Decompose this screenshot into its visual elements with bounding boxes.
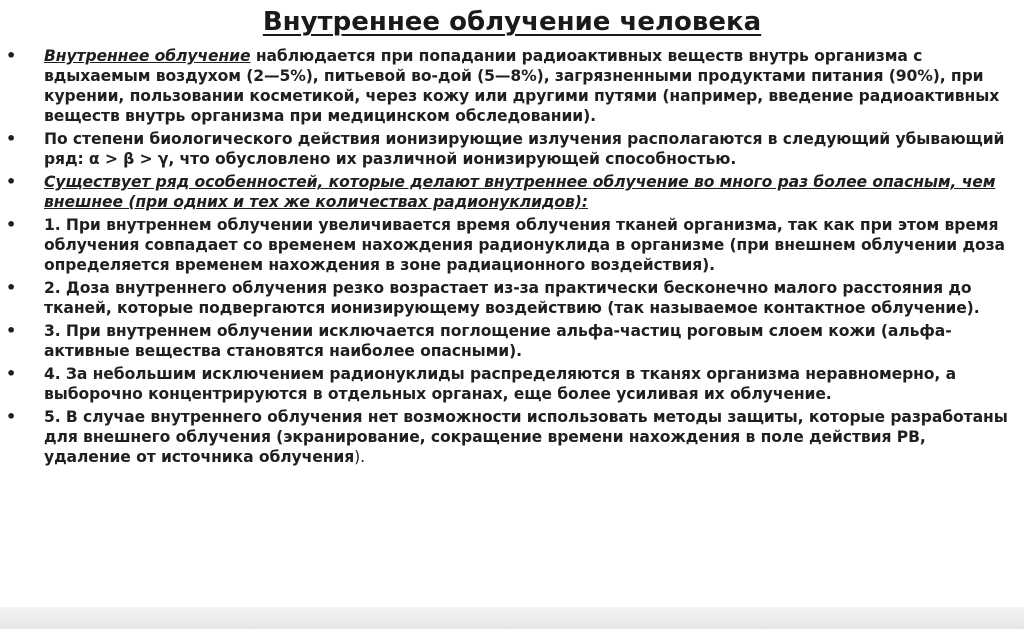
- bullet-icon: •: [6, 321, 17, 340]
- slide-title: Внутреннее облучение человека: [262, 7, 762, 37]
- features-heading: Существует ряд особенностей, которые делают внутреннее облучение во много раз более опасным, чем внешнее (при одних и тех же количествах радионуклидов):: [44, 173, 996, 211]
- item-text: 3. При внутреннем облучении исключается поглощение альфа-частиц роговым слоем кожи (альфа-активные вещества становятся наиболее опасными).: [44, 322, 952, 360]
- list-item: [0, 364, 1024, 404]
- item-text: наблюдается при попадании радиоактивных веществ внутрь организма с вдыхаемым воздухом (2—5%), питьевой во-дой (5—8%), загрязненными продуктами питания (90%), при курении, пользовании косметикой, через кожу или другими путями (например, введение радиоактивных веществ внутрь организма при медицинском обследовании).: [44, 47, 1000, 125]
- footer-band: [0, 607, 1024, 629]
- list-item: [0, 278, 1024, 318]
- item-text: 4. За небольшим исключением радионуклиды распределяются в тканях организма неравномерно, а выборочно концентрируются в отдельных органах, еще более усиливая их облучение.: [44, 365, 956, 403]
- item-text-tail: ).: [354, 448, 365, 466]
- bullet-list: [0, 46, 1024, 470]
- bullet-icon: •: [6, 215, 17, 234]
- list-item: [0, 407, 1024, 467]
- bullet-icon: •: [6, 278, 17, 297]
- term-internal-irradiation: Внутреннее облучение: [44, 47, 251, 65]
- bullet-icon: •: [6, 407, 17, 426]
- bullet-icon: •: [6, 364, 17, 383]
- item-text: По степени биологического действия ионизирующие излучения располагаются в следующий убывающий ряд: α > β > γ, что обусловлено их различной ионизирующей способностью.: [44, 130, 1005, 168]
- list-item: [0, 172, 1024, 212]
- bullet-icon: •: [6, 172, 17, 191]
- list-item: [0, 129, 1024, 169]
- item-text: 1. При внутреннем облучении увеличивается время облучения тканей организма, так как при этом время облучения совпадает со временем нахождения радионуклида в организме (при внешнем облучении доза определяется временем нахождения в зоне радиационного воздействия).: [44, 216, 1005, 274]
- item-text: 5. В случае внутреннего облучения нет возможности использовать методы защиты, которые разработаны для внешнего облучения (экранирование, сокращение времени нахождения в поле действия РВ, удаление от источника облучения: [44, 408, 1008, 466]
- bullet-icon: •: [6, 46, 17, 65]
- list-item: [0, 215, 1024, 275]
- list-item: [0, 46, 1024, 126]
- item-text: 2. Доза внутреннего облучения резко возрастает из-за практически бесконечно малого расстояния до тканей, которые подвергаются ионизирующему воздействию (так называемое контактное облучение).: [44, 279, 980, 317]
- bullet-icon: •: [6, 129, 17, 148]
- list-item: [0, 321, 1024, 361]
